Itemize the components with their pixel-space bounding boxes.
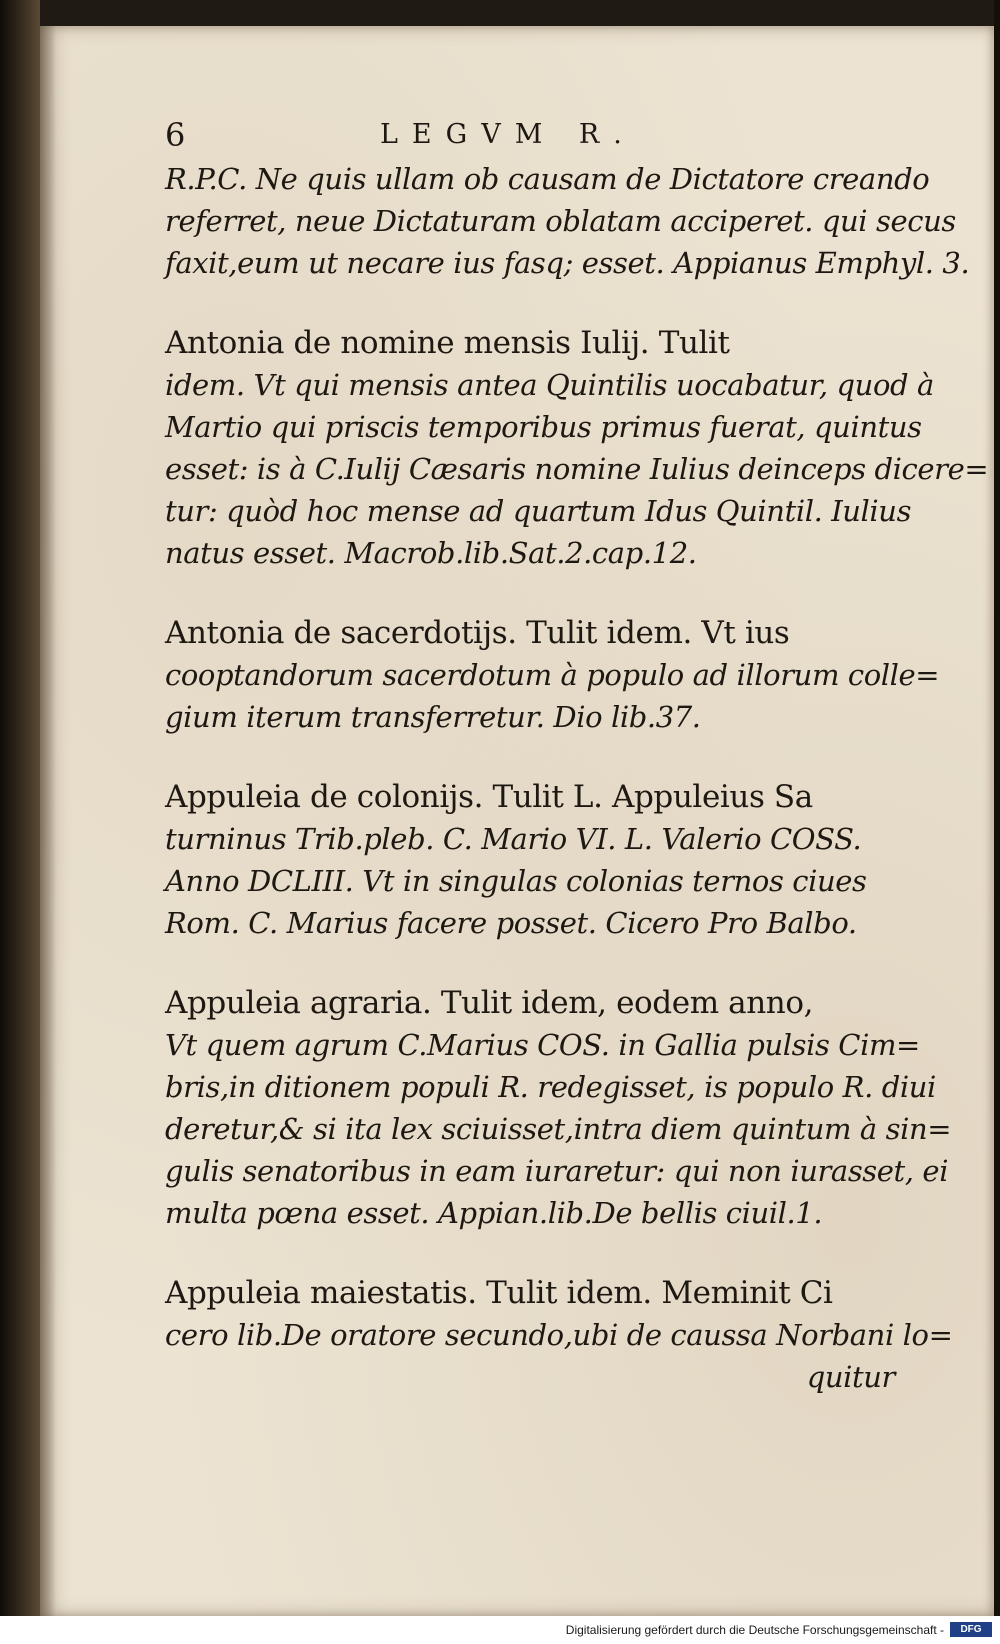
footer-bar bbox=[0, 1616, 1000, 1644]
text-line: bris,in ditionem populi R. redegisset, is populo R. diui bbox=[165, 1070, 936, 1104]
page-number: 6 bbox=[165, 116, 186, 154]
paragraph-gap bbox=[165, 738, 905, 776]
paragraph-gap bbox=[165, 284, 905, 322]
law-heading-appuleia-maiestatis: Appuleia maiestatis. Tulit idem. Meminit Ci bbox=[165, 1275, 833, 1311]
text-line: referret, neue Dictaturam oblatam acciperet. qui secus bbox=[165, 204, 956, 238]
law-heading-antonia-sacerdotijs: Antonia de sacerdotijs. Tulit idem. Vt ius bbox=[165, 615, 790, 651]
paragraph-gap bbox=[165, 944, 905, 982]
text-line: Rom. C. Marius facere posset. Cicero Pro Balbo. bbox=[165, 906, 857, 940]
text-line: natus esset. Macrob.lib.Sat.2.cap.12. bbox=[165, 536, 697, 570]
text-line: gulis senatoribus in eam iuraretur: qui non iurasset, ei bbox=[165, 1154, 949, 1188]
text-line: gium iterum transferretur. Dio lib.37. bbox=[165, 700, 701, 734]
text-line: faxit,eum ut necare ius fasq; esset. Appianus Emphyl. 3. bbox=[165, 246, 970, 280]
text-line: cooptandorum sacerdotum à populo ad illorum colle= bbox=[165, 658, 940, 692]
paragraph-gap bbox=[165, 1234, 905, 1272]
text-line: idem. Vt qui mensis antea Quintilis uocabatur, quod à bbox=[165, 368, 934, 402]
law-heading-appuleia-agraria: Appuleia agraria. Tulit idem, eodem anno, bbox=[165, 985, 814, 1021]
gutter-shadow bbox=[40, 26, 56, 1616]
text-line: Martio qui priscis temporibus primus fuerat, quintus bbox=[165, 410, 922, 444]
running-title: LEGVM R. bbox=[380, 119, 636, 150]
funding-note: Digitalisierung gefördert durch die Deutsche Forschungsgemeinschaft - bbox=[565, 1623, 944, 1637]
book-right-edge bbox=[994, 0, 1000, 1644]
text-line: tur: quòd hoc mense ad quartum Idus Quintil. Iulius bbox=[165, 494, 912, 528]
catchword: quitur bbox=[806, 1360, 895, 1394]
page-header bbox=[165, 112, 905, 158]
text-line: cero lib.De oratore secundo,ubi de caussa Norbani lo= bbox=[165, 1318, 953, 1352]
dfg-logo: DFG bbox=[950, 1622, 992, 1637]
text-line: esset: is à C.Iulij Cæsaris nomine Iulius deinceps dicere= bbox=[165, 452, 989, 486]
text-line: Anno DCLIII. Vt in singulas colonias ternos ciues bbox=[165, 864, 867, 898]
text-line: deretur,& si ita lex sciuisset,intra diem quintum à sin= bbox=[165, 1112, 952, 1146]
text-line: multa pœna esset. Appian.lib.De bellis ciuil.1. bbox=[165, 1196, 823, 1230]
text-line: R.P.C. Ne quis ullam ob causam de Dictatore creando bbox=[165, 162, 930, 196]
text-line: Vt quem agrum C.Marius COS. in Gallia pulsis Cim= bbox=[165, 1028, 920, 1062]
text-line: turninus Trib.pleb. C. Mario VI. L. Valerio COSS. bbox=[165, 822, 862, 856]
paragraph-gap bbox=[165, 574, 905, 612]
law-heading-antonia-iulij: Antonia de nomine mensis Iulij. Tulit bbox=[165, 325, 730, 361]
book-spine-edge bbox=[0, 0, 40, 1644]
page-text bbox=[165, 112, 989, 1398]
law-heading-appuleia-colonijs: Appuleia de colonijs. Tulit L. Appuleius Sa bbox=[165, 779, 813, 815]
